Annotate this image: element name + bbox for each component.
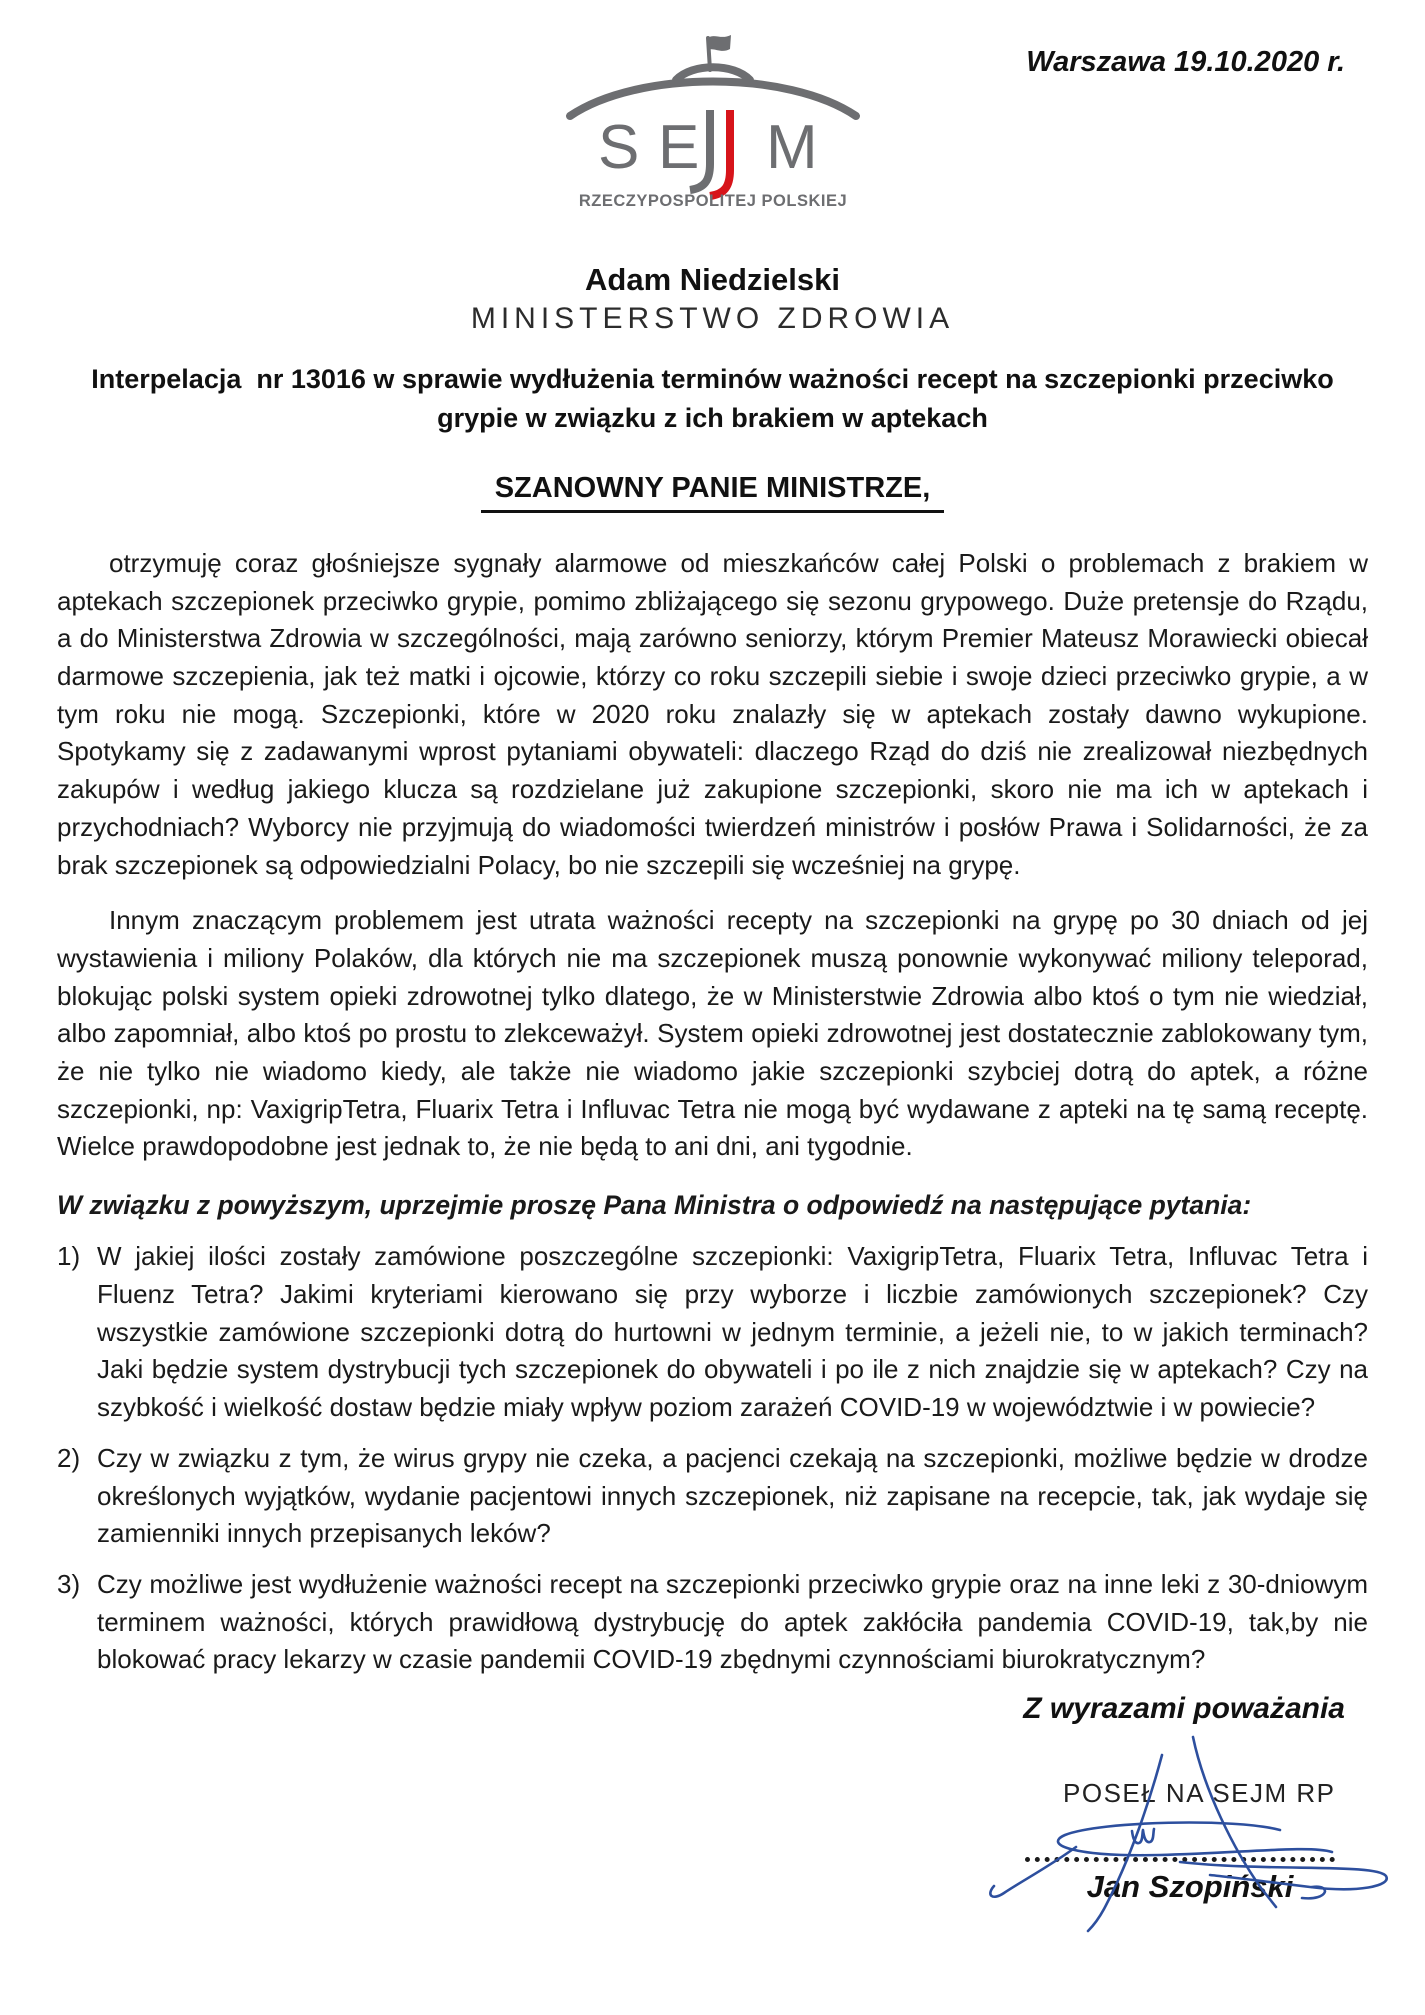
question-number: 2) [57, 1442, 81, 1473]
questions-intro: W związku z powyższym, uprzejmie proszę Pana Ministra o odpowiedź na następujące pytania: [57, 1190, 1252, 1220]
letter-body [57, 545, 1368, 1679]
question-item-2 [57, 1440, 1368, 1553]
signatory-role: POSEŁ NA SEJM RP [1063, 1778, 1336, 1808]
salutation-row [0, 472, 1425, 513]
question-number: 3) [57, 1568, 81, 1599]
question-number: 1) [57, 1241, 81, 1272]
logo-letter-s: S [597, 113, 639, 182]
logo-letter-e: E [657, 113, 699, 182]
date-line: Warszawa 19.10.2020 r. [1026, 46, 1345, 78]
addressee-block [0, 262, 1425, 336]
signature-dotted-line [1025, 1840, 1335, 1862]
questions-list [57, 1238, 1368, 1679]
logo-letter-m: M [765, 113, 818, 182]
question-text: Czy możliwe jest wydłużenie ważności recept na szczepionki przeciwko grypie oraz na inne leki z 30-dniowym terminem ważności, których prawidłową dystrybucję do aptek zakłóciła pandemia COVID-19, tak,by nie blokować pracy lekarzy w czasie pandemii COVID-19 zbędnymi czynnościami biurokratycznym? [97, 1568, 1368, 1675]
question-text: Czy w związku z tym, że wirus grypy nie czeka, a pacjenci czekają na szczepionki, możliwe będzie w drodze określonych wyjątków, wydanie pacjentowi innych szczepionek, niż zapisane na recepcie, tak, jak wydaje się zamienniki innych przepisanych leków? [97, 1442, 1368, 1549]
salutation: SZANOWNY PANIE MINISTRZE, [481, 472, 945, 513]
recipient-name: Adam Niedzielski [585, 262, 840, 297]
sejm-logo-graphic [558, 28, 868, 210]
valediction: Z wyrazami poważania [1023, 1692, 1345, 1725]
subject-line: Interpelacja nr 13016 w sprawie wydłużenia terminów ważności recept na szczepionki przeciwko grypie w związku z ich brakiem w aptekach [91, 364, 1342, 434]
logo-flag [708, 35, 731, 51]
question-item-1 [57, 1238, 1368, 1426]
question-item-3 [57, 1566, 1368, 1679]
sejm-logo [558, 28, 868, 210]
signatory-name: Jan Szopiński [1086, 1869, 1294, 1904]
body-paragraph-2: Innym znaczącym problemem jest utrata ważności recepty na szczepionki na grypę po 30 dniach od jej wystawienia i miliony Polaków, dla których nie ma szczepionek muszą ponownie wykonywać miliony teleporad, blokując polski system opieki zdrowotnej tylko dlatego, że w Ministerstwie Zdrowia albo ktoś o tym nie wiedział, albo zapomniał, albo ktoś po prostu to zlekceważył. System opieki zdrowotnej jest dostatecznie zablokowany tym, że nie tylko nie wiadomo kiedy, ale także nie wiadomo jakie szczepionki szybciej dotrą do aptek, a różne szczepionki, np: VaxigripTetra, Fluarix Tetra i Influvac Tetra nie mogą być wydawane z apteki na tę samą receptę. Wielce prawdopodobne jest jednak to, że nie będą to ani dni, ani tygodnie. [57, 905, 1368, 1162]
logo-subtitle: RZECZYPOSPOLITEJ POLSKIEJ [578, 192, 847, 210]
question-text: W jakiej ilości zostały zamówione poszczególne szczepionki: VaxigripTetra, Fluarix Tetra, Influvac Tetra i Fluenz Tetra? Jakimi kryteriami kierowano się przy wyborze i liczbie zamówionych szczepionek? Czy wszystkie zamówione szczepionki dotrą do hurtowni w jednym terminie, a jeżeli nie, to w jakich terminach? Jaki będzie system dystrybucji tych szczepionek do obywateli i po ile z nich znajdzie się w aptekach? Czy na szybkość i wielkość dostaw będzie miały wpływ poziom zarażeń COVID-19 w województwie i w powiecie? [97, 1241, 1368, 1423]
recipient-institution: MINISTERSTWO ZDROWIA [470, 302, 955, 335]
body-paragraph-1: otrzymuję coraz głośniejsze sygnały alarmowe od mieszkańców całej Polski o problemach z brakiem w aptekach szczepionek przeciwko grypie, pomimo zbliżającego się sezonu grypowego. Duże pretensje do Rządu, a do Ministerstwa Zdrowia w szczególności, mają zarówno seniorzy, którym Premier Mateusz Morawiecki obiecał darmowe szczepienia, jak też matki i ojcowie, którzy co roku szczepili siebie i swoje dzieci przeciwko grypie, a w tym roku nie mogą. Szczepionki, które w 2020 roku znalazły się w aptekach zostały dawno wykupione. Spotykamy się z zadawanymi wprost pytaniami obywateli: dlaczego Rząd do dziś nie zrealizował niezbędnych zakupów i według jakiego klucza są rozdzielane już zakupione szczepionki, skoro nie ma ich w aptekach i przychodniach? Wyborcy nie przyjmują do wiadomości twierdzeń ministrów i posłów Prawa i Solidarności, że za brak szczepionek są odpowiedzialni Polacy, bo nie szczepili się wcześniej na grypę. [57, 548, 1368, 880]
